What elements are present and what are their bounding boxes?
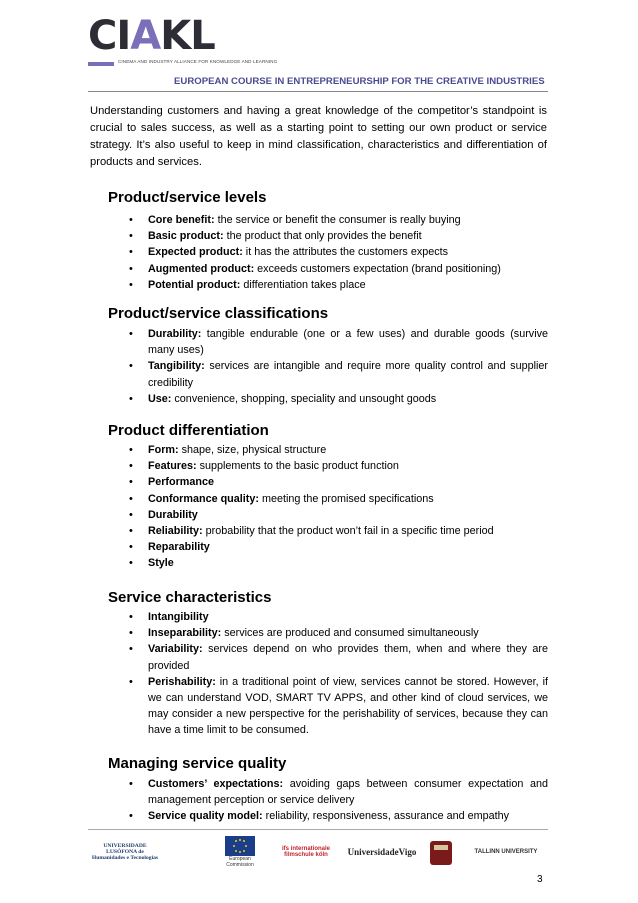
section-heading: Product/service classifications xyxy=(108,305,329,322)
bullet-icon: • xyxy=(129,525,133,538)
list-item: • Durability xyxy=(108,507,548,523)
logo-accent-bar xyxy=(88,62,114,66)
bullet-icon: • xyxy=(129,778,133,790)
list-item: • Durability: tangible endurable (one or a few uses) and durable goods (survive many uses) xyxy=(129,328,548,357)
bullet-list xyxy=(108,776,548,825)
bullet-icon: • xyxy=(129,444,133,456)
list-item: • Style xyxy=(108,555,548,571)
section-heading: Product/service levels xyxy=(108,189,267,206)
list-item: • Expected product: it has the attributes the customers expects xyxy=(108,244,548,260)
bullet-icon: • xyxy=(129,643,133,656)
section-service-characteristics xyxy=(108,588,548,739)
bullet-icon: • xyxy=(129,246,133,259)
section-product-classifications xyxy=(108,304,548,407)
tallinn-logo: TALLINN UNIVERSITY xyxy=(474,849,538,855)
list-item: • Inseparability: services are produced and consumed simultaneously xyxy=(108,625,548,641)
ciakl-logo xyxy=(88,13,328,70)
bullet-list xyxy=(108,212,548,293)
bullet-list xyxy=(108,609,548,739)
section-heading: Managing service quality xyxy=(108,755,287,772)
section-product-differentiation xyxy=(108,421,548,572)
bullet-icon: • xyxy=(129,627,133,640)
section-heading: Product differentiation xyxy=(108,422,269,439)
bullet-icon: • xyxy=(129,492,133,505)
bullet-icon: • xyxy=(129,541,133,554)
intro-paragraph: Understanding customers and having a great knowledge of the competitor’s standpoint is crucial to sales success, as well as a starting point to setting our own product or service strategy. It’s also useful to keep in mind classification, characteristics and differentiation of products and services. xyxy=(90,105,547,169)
ifs-logo: ifs internationale filmschule köln xyxy=(281,846,330,858)
section-managing-service-quality xyxy=(108,754,548,825)
crest-icon xyxy=(428,837,454,867)
saint-jerome-logo xyxy=(424,836,458,868)
list-item: • Potential product: differentiation takes place xyxy=(108,277,548,293)
list-item: • Customers’ expectations: avoiding gaps between consumer expectation and management perception or service delivery xyxy=(129,778,548,807)
list-item: • Conformance quality: meeting the promised specifications xyxy=(108,491,548,507)
bullet-icon: • xyxy=(129,675,133,688)
bullet-list xyxy=(108,326,548,407)
header-divider xyxy=(88,91,548,92)
page-number: 3 xyxy=(537,874,543,885)
european-commission-label: European Commission xyxy=(226,856,254,868)
section-product-levels xyxy=(108,188,548,293)
bullet-icon: • xyxy=(129,360,133,373)
logo-wordmark: CIAKL xyxy=(88,13,215,59)
list-item: • Use: convenience, shopping, speciality and unsought goods xyxy=(108,391,548,407)
list-item: • Reparability xyxy=(108,539,548,555)
bullet-icon: • xyxy=(129,278,133,291)
list-item: • Augmented product: exceeds customers expectation (brand positioning) xyxy=(108,261,548,277)
logo-tagline: CINEMA AND INDUSTRY ALLIANCE FOR KNOWLEDGE AND LEARNING xyxy=(118,59,278,64)
section-heading: Service characteristics xyxy=(108,589,272,606)
list-item: • Form: shape, size, physical structure xyxy=(108,442,548,458)
bullet-icon: • xyxy=(129,476,133,489)
list-item: • Intangibility xyxy=(108,609,548,625)
bullet-icon: • xyxy=(129,611,133,623)
bullet-icon: • xyxy=(129,230,133,243)
list-item: • Variability: services depend on who provides them, when and where they are provided xyxy=(129,643,548,672)
european-commission-logo xyxy=(218,836,262,868)
lusofona-logo: UNIVERSIDADE LUSÓFONA de Humanidades e Tecnologias xyxy=(91,843,159,861)
list-item: • Basic product: the product that only provides the benefit xyxy=(108,228,548,244)
bullet-icon: • xyxy=(129,214,133,226)
bullet-icon: • xyxy=(129,262,133,275)
list-item: • Perishability: in a traditional point of view, services cannot be stored. However, if we can understand VOD, SMART TV APPS, and other kind of cloud services, we may consider a new perspective for the perishability of services, because they can have a time limit to be consumed. xyxy=(129,675,548,737)
vigo-logo: UniversidadeVigo xyxy=(347,847,417,857)
bullet-icon: • xyxy=(129,557,133,570)
footer-divider xyxy=(88,829,548,830)
bullet-icon: • xyxy=(129,810,133,823)
bullet-icon: • xyxy=(129,460,133,473)
course-title: EUROPEAN COURSE IN ENTREPRENEURSHIP FOR THE CREATIVE INDUSTRIES xyxy=(174,76,545,87)
bullet-icon: • xyxy=(129,508,133,521)
bullet-icon: • xyxy=(129,392,133,405)
eu-flag-icon xyxy=(225,836,255,856)
bullet-list xyxy=(108,442,548,572)
list-item: • Service quality model: reliability, responsiveness, assurance and empathy xyxy=(108,808,548,824)
partner-logos xyxy=(90,834,550,870)
list-item: • Tangibility: services are intangible and require more quality control and supplier credibility xyxy=(129,360,548,389)
list-item: • Performance xyxy=(108,474,548,490)
list-item: • Features: supplements to the basic product function xyxy=(108,458,548,474)
list-item: • Core benefit: the service or benefit the consumer is really buying xyxy=(108,212,548,228)
bullet-icon: • xyxy=(129,328,133,340)
list-item: • Reliability: probability that the product won’t fail in a specific time period xyxy=(108,523,548,539)
